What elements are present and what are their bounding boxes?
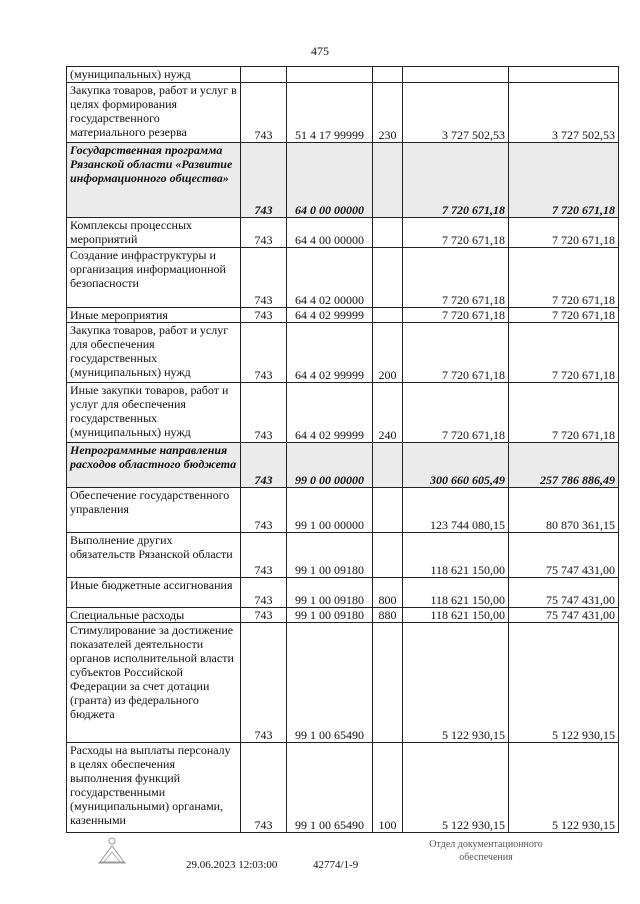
table-row (67, 323, 619, 383)
page-number: 475 (311, 44, 329, 58)
cell-amount-2: 75 747 431,00 (509, 533, 619, 578)
cell-amount-1: 300 660 605,49 (403, 443, 509, 488)
cell-amount-1: 3 727 502,53 (403, 83, 509, 143)
cell-item-name: Обеспечение государственного управления (67, 488, 241, 533)
cell-amount-1: 7 720 671,18 (403, 143, 509, 218)
cell-target-article: 99 1 00 65490 (287, 623, 373, 743)
cell-expense-type (373, 623, 403, 743)
cell-target-article: 99 1 00 09180 (287, 578, 373, 608)
cell-target-article: 64 0 00 00000 (287, 143, 373, 218)
cell-expense-type (373, 443, 403, 488)
cell-amount-2: 5 122 930,15 (509, 743, 619, 833)
table-row (67, 488, 619, 533)
cell-amount-1: 7 720 671,18 (403, 218, 509, 248)
cell-amount-2: 257 786 886,49 (509, 443, 619, 488)
cell-expense-type (373, 533, 403, 578)
table-row (67, 218, 619, 248)
cell-amount-2: 7 720 671,18 (509, 383, 619, 443)
cell-item-name: Расходы на выплаты персоналу в целях обеспечения выполнения функций государственными (муниципальными) органами, казенными (67, 743, 241, 833)
cell-expense-type (373, 248, 403, 308)
cell-target-article (287, 67, 373, 83)
stamp-line-1: Отдел документационного (429, 839, 543, 850)
cell-item-name: Выполнение других обязательств Рязанской области (67, 533, 241, 578)
table-row (67, 143, 619, 218)
cell-amount-2: 7 720 671,18 (509, 308, 619, 323)
cell-ministry-code: 743 (241, 248, 287, 308)
cell-ministry-code: 743 (241, 383, 287, 443)
cell-amount-2: 7 720 671,18 (509, 248, 619, 308)
cell-expense-type: 200 (373, 323, 403, 383)
cell-expense-type: 800 (373, 578, 403, 608)
footer-datetime: 29.06.2023 12:03:00 (186, 859, 278, 871)
cell-expense-type (373, 308, 403, 323)
cell-amount-2: 7 720 671,18 (509, 143, 619, 218)
table-row (67, 623, 619, 743)
cell-item-name: Иные закупки товаров, работ и услуг для обеспечения государственных (муниципальных) нужд (67, 383, 241, 443)
cell-amount-1: 7 720 671,18 (403, 248, 509, 308)
cell-amount-2: 75 747 431,00 (509, 608, 619, 623)
table-row (67, 67, 619, 83)
cell-expense-type: 880 (373, 608, 403, 623)
cell-item-name: Иные мероприятия (67, 308, 241, 323)
stamp-line-2: обеспечения (459, 852, 513, 863)
cell-amount-1: 118 621 150,00 (403, 608, 509, 623)
cell-target-article: 64 4 02 99999 (287, 308, 373, 323)
cell-ministry-code: 743 (241, 308, 287, 323)
cell-target-article: 99 1 00 65490 (287, 743, 373, 833)
cell-ministry-code: 743 (241, 443, 287, 488)
department-stamp (406, 838, 566, 864)
table-row (67, 308, 619, 323)
cell-amount-1: 5 122 930,15 (403, 623, 509, 743)
cell-target-article: 99 1 00 09180 (287, 533, 373, 578)
cell-ministry-code: 743 (241, 323, 287, 383)
cell-target-article: 99 0 00 00000 (287, 443, 373, 488)
cell-amount-1: 118 621 150,00 (403, 578, 509, 608)
cell-target-article: 64 4 02 99999 (287, 323, 373, 383)
cell-ministry-code: 743 (241, 608, 287, 623)
cell-target-article: 64 4 02 99999 (287, 383, 373, 443)
cell-amount-2: 5 122 930,15 (509, 623, 619, 743)
table-row (67, 383, 619, 443)
budget-table (66, 66, 619, 833)
cell-item-name: Специальные расходы (67, 608, 241, 623)
cell-expense-type: 230 (373, 83, 403, 143)
logo-emblem (94, 834, 130, 866)
footer-document-code: 42774/1-9 (313, 859, 359, 871)
cell-amount-1: 7 720 671,18 (403, 308, 509, 323)
cell-amount-1: 5 122 930,15 (403, 743, 509, 833)
cell-target-article: 51 4 17 99999 (287, 83, 373, 143)
cell-ministry-code: 743 (241, 488, 287, 533)
cell-expense-type: 240 (373, 383, 403, 443)
cell-expense-type (373, 488, 403, 533)
cell-ministry-code: 743 (241, 143, 287, 218)
cell-item-name: Иные бюджетные ассигнования (67, 578, 241, 608)
cell-item-name: Непрограммные направления расходов областного бюджета (67, 443, 241, 488)
cell-item-name: Закупка товаров, работ и услуг в целях формирования государственного материального резерва (67, 83, 241, 143)
cell-target-article: 99 1 00 00000 (287, 488, 373, 533)
table-row (67, 743, 619, 833)
cell-amount-2: 7 720 671,18 (509, 323, 619, 383)
cell-item-name: Закупка товаров, работ и услуг для обеспечения государственных (муниципальных) нужд (67, 323, 241, 383)
cell-amount-1: 7 720 671,18 (403, 383, 509, 443)
cell-expense-type (373, 67, 403, 83)
cell-item-name: Создание инфраструктуры и организация информационной безопасности (67, 248, 241, 308)
cell-ministry-code: 743 (241, 533, 287, 578)
cell-expense-type (373, 218, 403, 248)
cell-amount-1: 118 621 150,00 (403, 533, 509, 578)
cell-target-article: 64 4 00 00000 (287, 218, 373, 248)
cell-expense-type (373, 143, 403, 218)
cell-item-name: Комплексы процессных мероприятий (67, 218, 241, 248)
cell-amount-2: 75 747 431,00 (509, 578, 619, 608)
cell-amount-2 (509, 67, 619, 83)
table-row (67, 578, 619, 608)
cell-item-name: Стимулирование за достижение показателей деятельности органов исполнительной власти субъектов Российской Федерации за счет дотации (гранта) из федерального бюджета (67, 623, 241, 743)
table-row (67, 83, 619, 143)
table-row (67, 443, 619, 488)
cell-ministry-code (241, 67, 287, 83)
table-row (67, 248, 619, 308)
cell-ministry-code: 743 (241, 623, 287, 743)
cell-amount-2: 7 720 671,18 (509, 218, 619, 248)
cell-ministry-code: 743 (241, 218, 287, 248)
cell-amount-1 (403, 67, 509, 83)
cell-target-article: 99 1 00 09180 (287, 608, 373, 623)
cell-item-name: Государственная программа Рязанской области «Развитие информационного общества» (67, 143, 241, 218)
cell-amount-2: 80 870 361,15 (509, 488, 619, 533)
cell-amount-1: 123 744 080,15 (403, 488, 509, 533)
cell-amount-2: 3 727 502,53 (509, 83, 619, 143)
cell-amount-1: 7 720 671,18 (403, 323, 509, 383)
cell-target-article: 64 4 02 00000 (287, 248, 373, 308)
table-row (67, 533, 619, 578)
cell-item-name: (муниципальных) нужд (67, 67, 241, 83)
cell-expense-type: 100 (373, 743, 403, 833)
table-row (67, 608, 619, 623)
cell-ministry-code: 743 (241, 83, 287, 143)
cell-ministry-code: 743 (241, 578, 287, 608)
cell-ministry-code: 743 (241, 743, 287, 833)
